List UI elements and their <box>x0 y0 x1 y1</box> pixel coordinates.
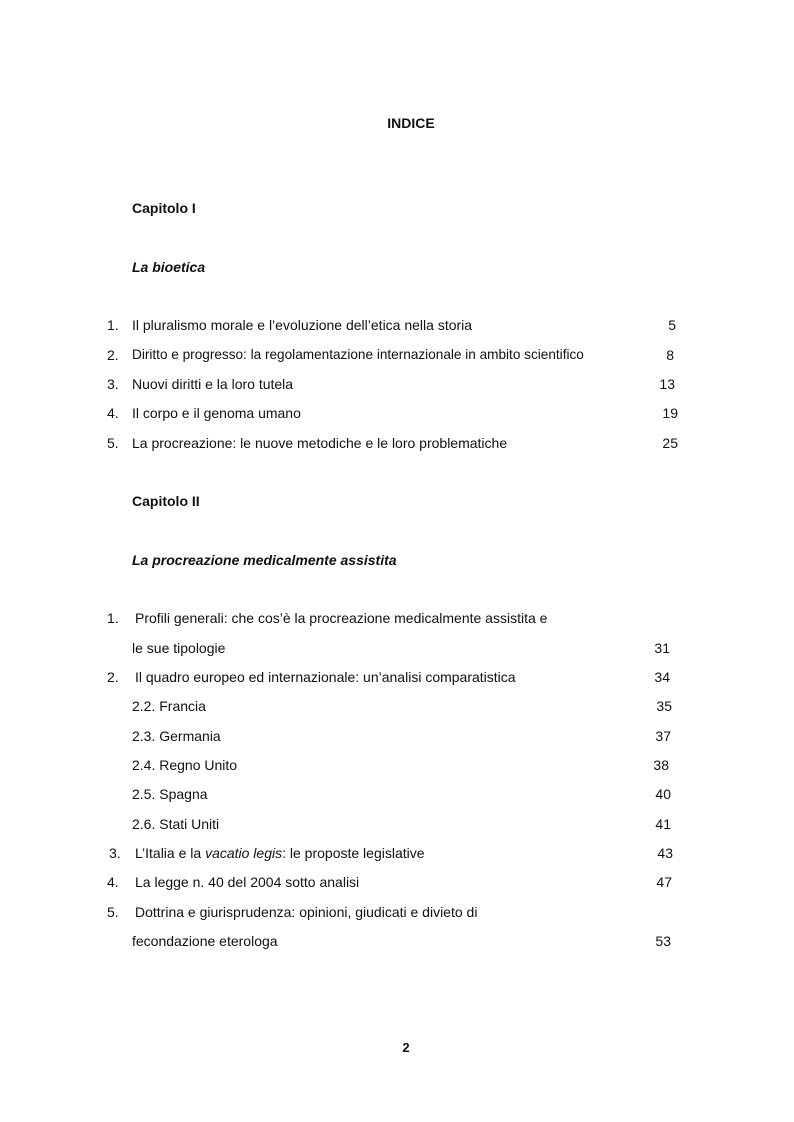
toc-entry-page: 19 <box>662 405 678 421</box>
toc-entry-page: 34 <box>654 669 670 685</box>
toc-entry-number: 3. <box>107 376 119 392</box>
toc-entry-text: Nuovi diritti e la loro tutela <box>132 376 294 392</box>
toc-entry-number: 5. <box>107 904 119 920</box>
toc-subentry-text: 2.6. Stati Uniti <box>132 816 220 832</box>
toc-subentry-text: 2.2. Francia <box>132 698 206 714</box>
toc-entry-text: La procreazione: le nuove metodiche e le loro problematiche <box>132 435 508 451</box>
toc-entry-text-continued: fecondazione eterologa <box>132 933 278 949</box>
chapter-1-label: Capitolo I <box>132 200 196 216</box>
toc-entry-text: Dottrina e giurisprudenza: opinioni, giudicati e divieto di <box>135 904 478 920</box>
toc-subentry-text: 2.4. Regno Unito <box>132 757 238 773</box>
toc-entry-text <box>135 844 425 862</box>
toc-entry-page: 37 <box>655 728 671 744</box>
toc-entry-number: 2. <box>107 347 119 363</box>
toc-entry-page: 38 <box>653 757 669 773</box>
toc-entry-number: 2. <box>107 669 119 685</box>
toc-entry-text: Profili generali: che cos’è la procreazione medicalmente assistita e <box>135 610 548 626</box>
page-title: INDICE <box>387 115 435 131</box>
toc-entry-text: La legge n. 40 del 2004 sotto analisi <box>135 874 360 890</box>
toc-entry-page: 41 <box>655 816 671 832</box>
toc-entry-page: 43 <box>657 845 673 861</box>
toc-entry-number: 1. <box>107 317 119 333</box>
toc-entry-page: 25 <box>662 435 678 451</box>
toc-entry-number: 5. <box>107 435 119 451</box>
toc-entry-text-italic: vacatio legis <box>205 845 283 861</box>
toc-entry-number: 4. <box>107 405 119 421</box>
toc-entry-page: 35 <box>656 698 672 714</box>
toc-entry-page: 47 <box>656 874 672 890</box>
toc-entry-text-continued: le sue tipologie <box>132 640 226 656</box>
toc-entry-page: 5 <box>668 317 676 333</box>
toc-entry-number: 3. <box>109 845 121 861</box>
page-number: 2 <box>402 1040 410 1055</box>
toc-entry-page: 13 <box>659 376 675 392</box>
toc-entry-text-pre: L’Italia e la <box>135 845 206 861</box>
toc-entry-text: Il quadro europeo ed internazionale: un’analisi comparatistica <box>135 669 516 685</box>
toc-entry-page: 40 <box>655 786 671 802</box>
toc-entry-text-post: : le proposte legislative <box>282 845 425 861</box>
toc-entry-number: 4. <box>107 874 119 890</box>
toc-entry-page: 53 <box>655 933 671 949</box>
toc-entry-page: 31 <box>654 640 670 656</box>
toc-entry-text: Il corpo e il genoma umano <box>132 405 301 421</box>
toc-entry-text: Il pluralismo morale e l’evoluzione dell’etica nella storia <box>132 317 473 333</box>
chapter-2-subtitle: La procreazione medicalmente assistita <box>132 552 397 568</box>
chapter-2-label: Capitolo II <box>132 493 200 509</box>
toc-subentry-text: 2.3. Germania <box>132 728 221 744</box>
toc-subentry-text: 2.5. Spagna <box>132 786 208 802</box>
toc-entry-text: Diritto e progresso: la regolamentazione internazionale in ambito scientifico <box>132 347 584 362</box>
toc-entry-number: 1. <box>107 610 119 626</box>
toc-entry-page: 8 <box>666 347 674 363</box>
chapter-1-subtitle: La bioetica <box>132 259 206 275</box>
